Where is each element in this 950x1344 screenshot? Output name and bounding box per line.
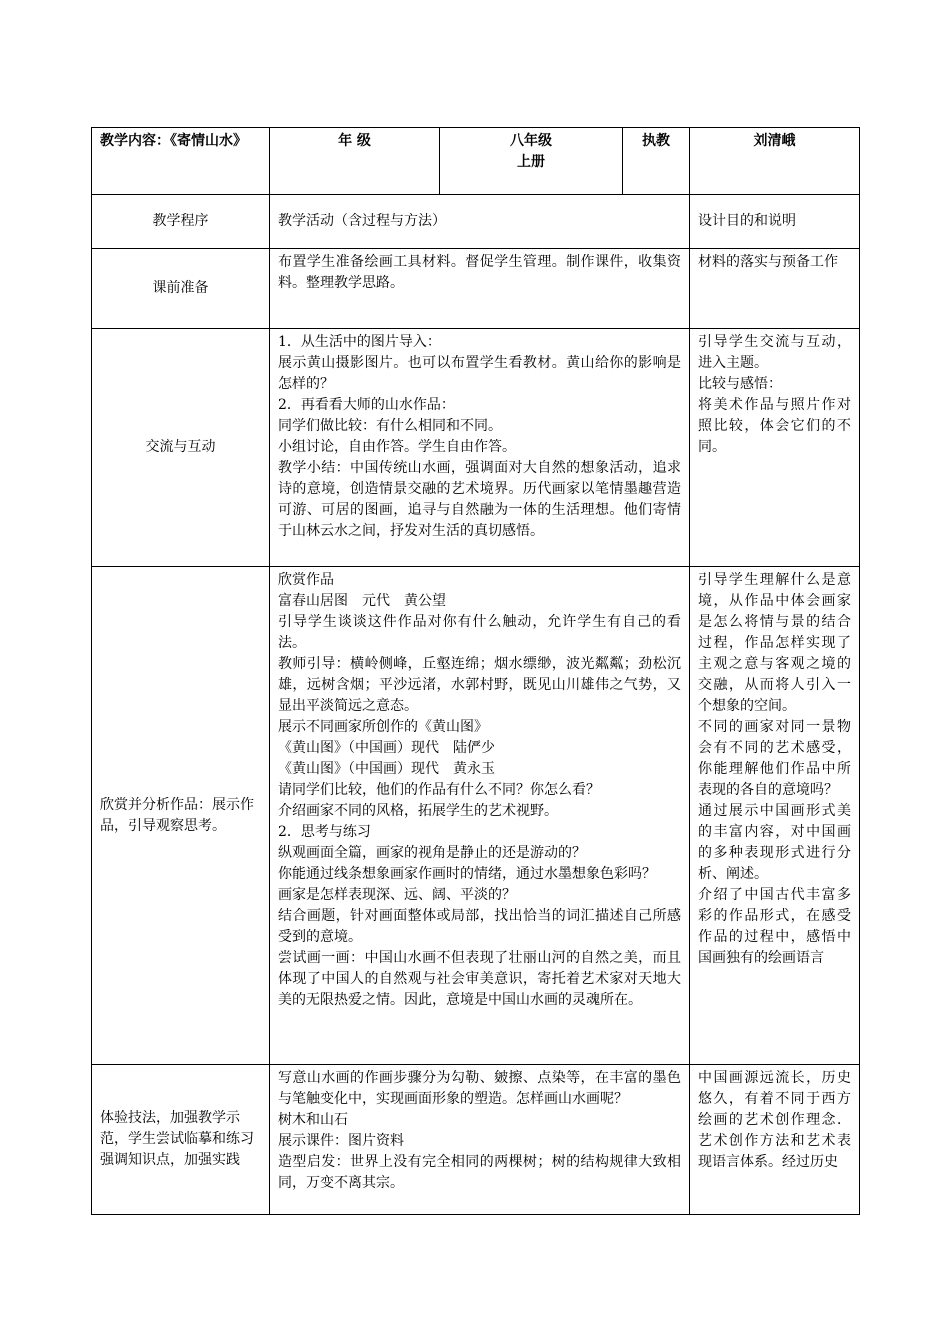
grade-value-line1: 八年级	[510, 133, 552, 149]
activity-line: 写意山水画的作画步骤分为勾勒、皴擦、点染等，在丰富的墨色与笔触变化中，实现画面形象的塑造。怎样画山水画呢？	[278, 1070, 681, 1107]
activity-line: 结合画题，针对画面整体或局部，找出恰当的词汇描述自己所感受到的意境。	[278, 908, 681, 945]
activity-line: 展示课件：图片资料	[278, 1133, 404, 1149]
activity-line: 富春山居图 元代 黄公望	[278, 593, 446, 609]
purpose-line: 比较与感悟：	[698, 376, 782, 392]
activity-line: 欣赏作品	[278, 572, 334, 588]
activity-line: 造型启发：世界上没有完全相同的两棵树；树的结构规律大致相同，万变不离其宗。	[278, 1154, 681, 1191]
table-row	[92, 329, 860, 567]
purpose-line: 将美术作品与照片作对照比较，体会它们的不同。	[698, 397, 851, 455]
activity-cell	[270, 567, 690, 1065]
activity-line: 2．思考与练习	[278, 824, 371, 840]
activity-line: 1．从生活中的图片导入：	[278, 334, 441, 350]
stage-cell: 欣赏并分析作品：展示作品，引导观察思考。	[92, 567, 270, 1065]
activity-line: 展示黄山摄影图片。也可以布置学生看教材。黄山给你的影响是怎样的？	[278, 355, 681, 392]
teacher-label: 执教	[623, 128, 690, 195]
teacher-name: 刘清峨	[690, 128, 860, 195]
activity-line: 教学小结：中国传统山水画，强调面对大自然的想象活动，追求诗的意境，创造情景交融的艺术境界。历代画家以笔情墨趣营造可游、可居的图画，追寻与自然融为一体的生活理想。他们寄情于山林云水之间，抒发对生活的真切感悟。	[278, 460, 681, 539]
grade-value	[440, 128, 623, 195]
activity-cell	[270, 329, 690, 567]
activity-column-header: 教学活动（含过程与方法）	[270, 195, 690, 249]
activity-line: 《黄山图》（中国画）现代 陆俨少	[278, 740, 495, 756]
purpose-line: 引导学生交流与互动，进入主题。	[698, 334, 851, 371]
activity-line: 引导学生谈谈这件作品对你有什么触动，允许学生有自己的看法。	[278, 614, 681, 651]
purpose-line: 材料的落实与预备工作	[698, 254, 838, 270]
stage-cell: 交流与互动	[92, 329, 270, 567]
purpose-line: 引导学生理解什么是意境，从作品中体会画家是怎么将情与景的结合过程，作品怎样实现了主观之意与客观之境的交融，从而将人引入一个想象的空间。	[698, 572, 851, 714]
purpose-line: 通过展示中国画形式美的丰富内容，对中国画的多种表现形式进行分析、阐述。	[698, 803, 851, 882]
activity-cell	[270, 1065, 690, 1215]
stage-cell	[92, 1065, 270, 1215]
table-row	[92, 1065, 860, 1215]
activity-line: 请同学们比较，他们的作品有什么不同？你怎么看？	[278, 782, 600, 798]
purpose-cell	[690, 329, 860, 567]
activity-line: 《黄山图》（中国画）现代 黄永玉	[278, 761, 495, 777]
purpose-column-header: 设计目的和说明	[690, 195, 860, 249]
purpose-cell	[690, 567, 860, 1065]
activity-line: 纵观画面全篇，画家的视角是静止的还是游动的？	[278, 845, 586, 861]
activity-line: 介绍画家不同的风格，拓展学生的艺术视野。	[278, 803, 558, 819]
purpose-cell	[690, 1065, 860, 1215]
procedure-column-header: 教学程序	[92, 195, 270, 249]
column-header-row	[92, 195, 860, 249]
purpose-line: 介绍了中国古代丰富多彩的作品形式，在感受作品的过程中，感悟中国画独有的绘画语言	[698, 887, 851, 966]
activity-line: 你能通过线条想象画家作画时的情绪，通过水墨想象色彩吗？	[278, 866, 656, 882]
table-row	[92, 567, 860, 1065]
grade-value-line2: 上册	[517, 154, 545, 170]
grade-label: 年 级	[270, 128, 440, 195]
activity-line: 画家是怎样表现深、远、阔、平淡的？	[278, 887, 516, 903]
activity-line: 同学们做比较：有什么相同和不同。	[278, 418, 502, 434]
table-row	[92, 249, 860, 329]
content-label: 教学内容：《寄情山水》	[92, 128, 270, 195]
activity-line: 尝试画一画：中国山水画不但表现了壮丽山河的自然之美，而且体现了中国人的自然观与社会审美意识，寄托着艺术家对天地大美的无限热爱之情。因此，意境是中国山水画的灵魂所在。	[278, 950, 681, 1008]
purpose-line: 中国画源远流长，历史悠久，有着不同于西方绘画的艺术创作理念．艺术创作方法和艺术表现语言体系。经过历史	[698, 1070, 851, 1170]
activity-line: 树木和山石	[278, 1112, 348, 1128]
activity-line: 小组讨论，自由作答。学生自由作答。	[278, 439, 516, 455]
activity-cell	[270, 249, 690, 329]
purpose-cell	[690, 249, 860, 329]
activity-line: 教师引导：横岭侧峰，丘壑连绵；烟水缥缈，波光粼粼；劲松沉雄，远树含烟；平沙远渚，水郭村野，既见山川雄伟之气势，又显出平淡简远之意态。	[278, 656, 681, 714]
stage-line: 强调知识点，加强实践	[100, 1152, 240, 1168]
activity-line: 展示不同画家所创作的《黄山图》	[278, 719, 488, 735]
header-row	[92, 128, 860, 195]
stage-line: 体验技法，加强教学示范，学生尝试临摹和练习	[100, 1110, 254, 1147]
lesson-plan-table	[91, 127, 860, 1215]
purpose-line: 不同的画家对同一景物会有不同的艺术感受，你能理解他们作品中所表现的各自的意境吗？	[698, 719, 851, 798]
activity-line: 2．再看看大师的山水作品：	[278, 397, 455, 413]
stage-cell: 课前准备	[92, 249, 270, 329]
activity-line: 布置学生准备绘画工具材料。督促学生管理。制作课件，收集资料。整理教学思路。	[278, 254, 681, 291]
